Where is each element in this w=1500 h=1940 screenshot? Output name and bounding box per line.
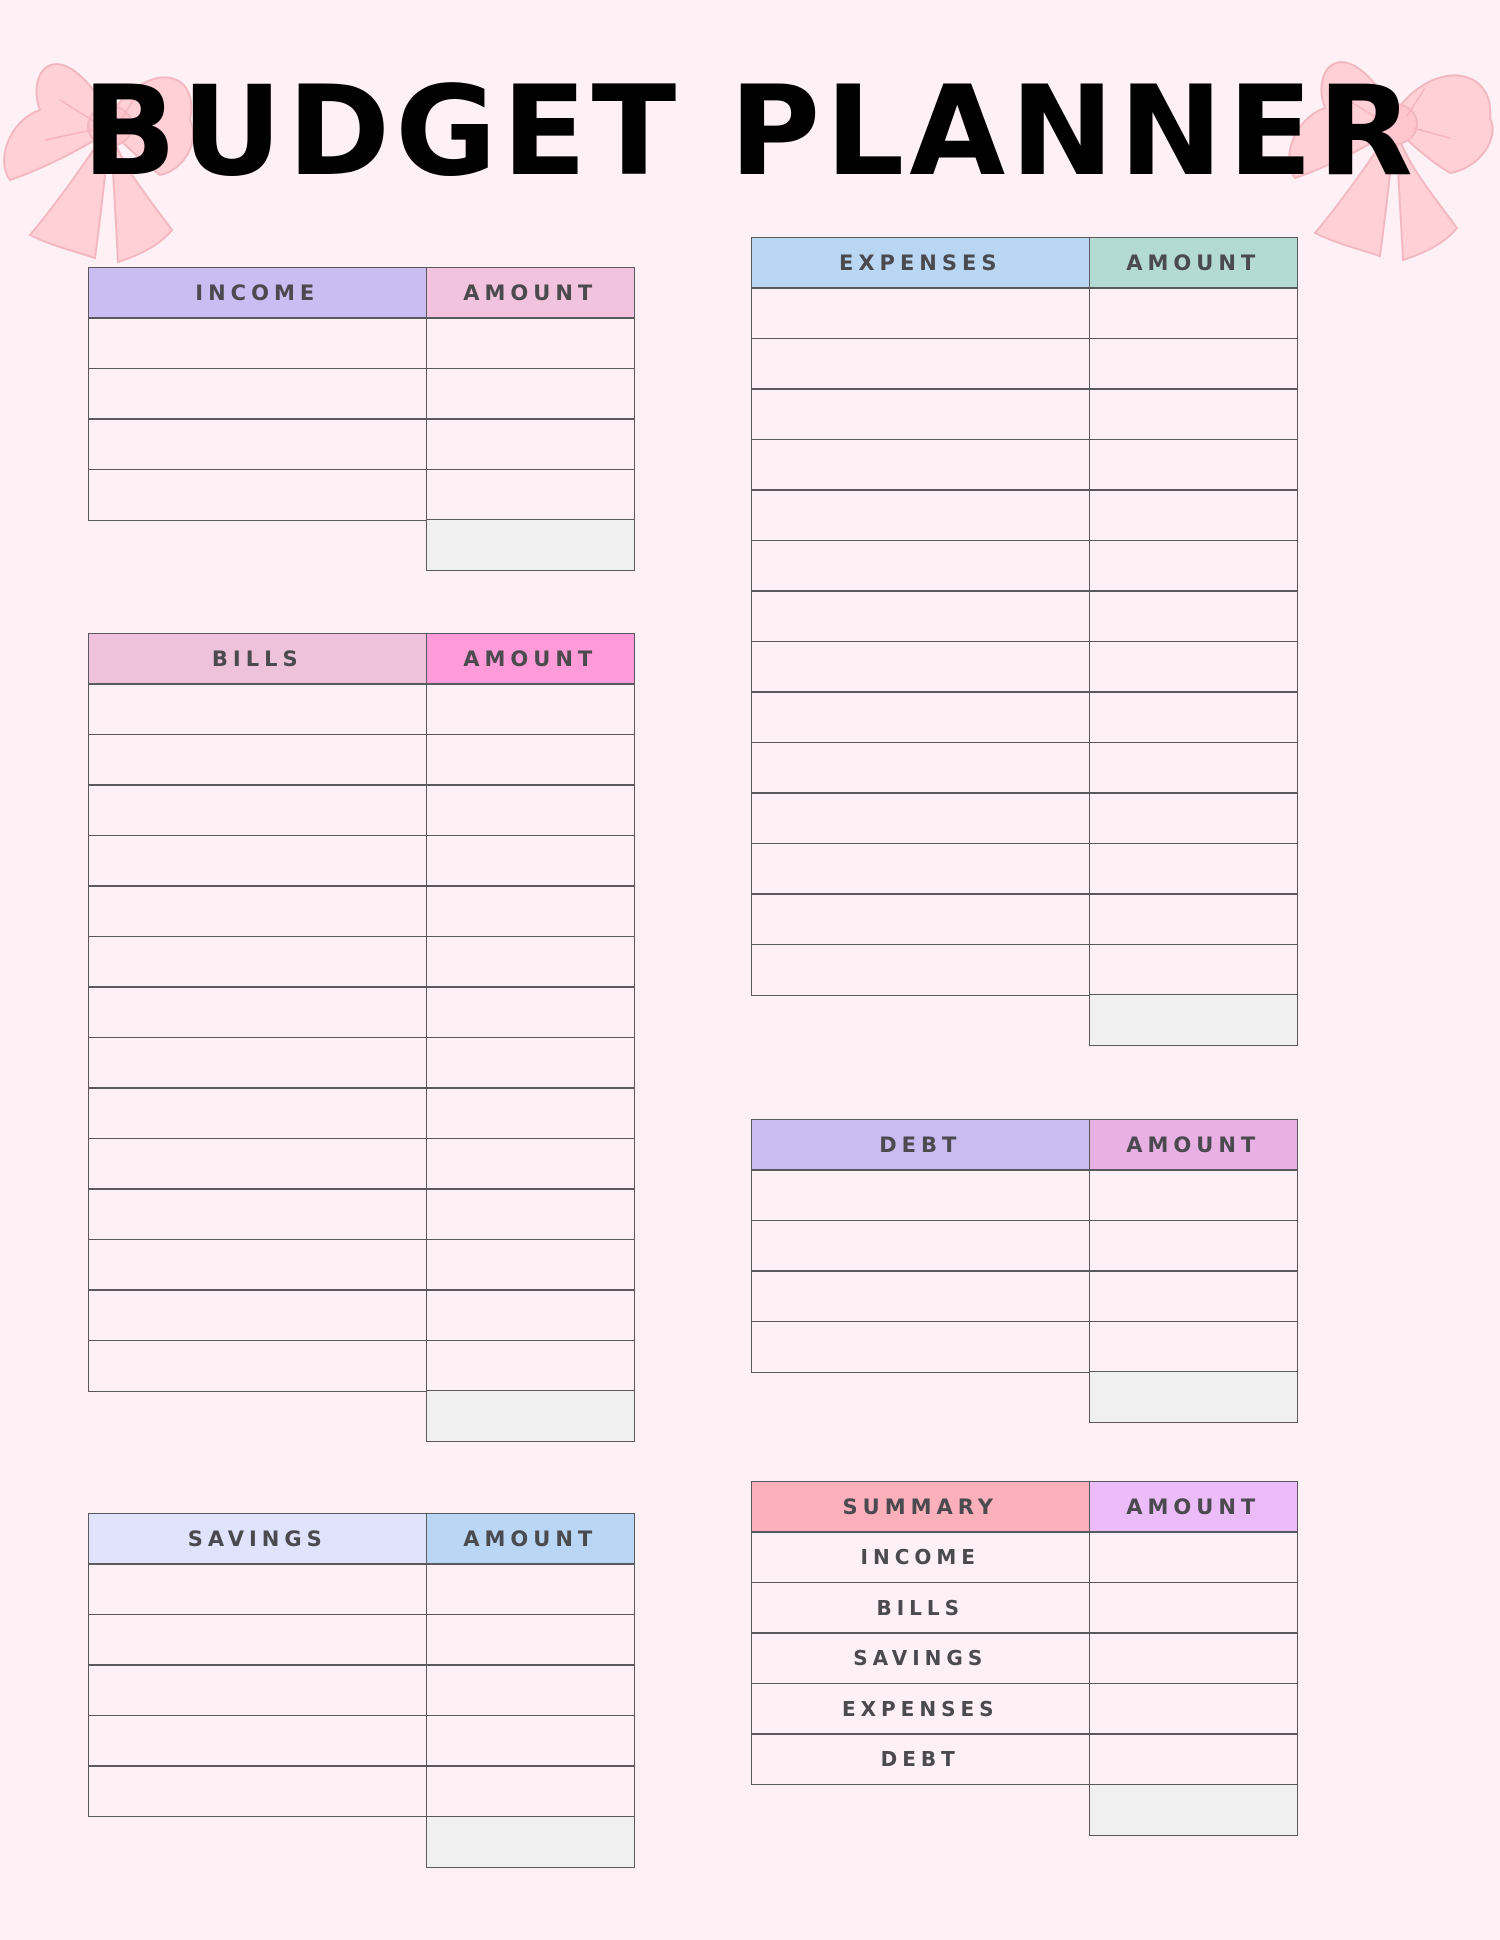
bills-amount-cell[interactable] (426, 1289, 636, 1341)
expenses-amount-cell[interactable] (1089, 388, 1299, 440)
expenses-item-cell[interactable] (751, 843, 1091, 895)
bills-item-cell[interactable] (88, 734, 428, 786)
expenses-amount-cell[interactable] (1089, 439, 1299, 491)
expenses-amount-cell[interactable] (1089, 590, 1299, 642)
expenses-amount-cell[interactable] (1089, 489, 1299, 541)
income-amount-cell[interactable] (426, 368, 636, 420)
expenses-item-cell[interactable] (751, 540, 1091, 592)
bills-item-cell[interactable] (88, 986, 428, 1038)
debt-amount-header: AMOUNT (1089, 1119, 1299, 1171)
savings-amount-cell[interactable] (426, 1765, 636, 1817)
expenses-amount-cell[interactable] (1089, 338, 1299, 390)
savings-amount-cell[interactable] (426, 1715, 636, 1767)
expenses-item-cell[interactable] (751, 944, 1091, 996)
income-header: INCOME (88, 267, 428, 319)
summary-amount-cell[interactable] (1089, 1632, 1299, 1684)
bills-amount-cell[interactable] (426, 986, 636, 1038)
income-item-cell[interactable] (88, 368, 428, 420)
savings-amount-cell[interactable] (426, 1664, 636, 1716)
savings-item-cell[interactable] (88, 1715, 428, 1767)
expenses-table (752, 238, 1298, 1046)
expenses-item-cell[interactable] (751, 641, 1091, 693)
debt-amount-cell[interactable] (1089, 1169, 1299, 1221)
bills-item-cell[interactable] (88, 1239, 428, 1291)
bills-header: BILLS (88, 633, 428, 685)
savings-total-cell[interactable] (426, 1816, 636, 1868)
expenses-amount-header: AMOUNT (1089, 237, 1299, 289)
debt-item-cell[interactable] (751, 1321, 1091, 1373)
income-amount-cell[interactable] (426, 317, 636, 369)
debt-amount-cell[interactable] (1089, 1220, 1299, 1272)
expenses-item-cell[interactable] (751, 742, 1091, 794)
bills-total-cell[interactable] (426, 1390, 636, 1442)
debt-total-cell[interactable] (1089, 1371, 1299, 1423)
summary-label-income: INCOME (751, 1531, 1091, 1583)
savings-amount-header: AMOUNT (426, 1513, 636, 1565)
savings-total-spacer (88, 1816, 428, 1868)
bills-amount-cell[interactable] (426, 1188, 636, 1240)
bills-item-cell[interactable] (88, 1340, 428, 1392)
summary-label-debt: DEBT (751, 1733, 1091, 1785)
debt-amount-cell[interactable] (1089, 1270, 1299, 1322)
expenses-amount-cell[interactable] (1089, 893, 1299, 945)
bills-amount-cell[interactable] (426, 784, 636, 836)
bills-item-cell[interactable] (88, 1138, 428, 1190)
bills-item-cell[interactable] (88, 1188, 428, 1240)
debt-item-cell[interactable] (751, 1169, 1091, 1221)
debt-total-spacer (751, 1371, 1091, 1423)
expenses-item-cell[interactable] (751, 338, 1091, 390)
bills-amount-cell[interactable] (426, 683, 636, 735)
summary-amount-header: AMOUNT (1089, 1481, 1299, 1533)
expenses-item-cell[interactable] (751, 287, 1091, 339)
page-title: BUDGET PLANNER (82, 60, 1418, 204)
summary-header: SUMMARY (751, 1481, 1091, 1533)
income-total-cell[interactable] (426, 519, 636, 571)
bills-amount-cell[interactable] (426, 1138, 636, 1190)
expenses-item-cell[interactable] (751, 439, 1091, 491)
bills-item-cell[interactable] (88, 936, 428, 988)
debt-item-cell[interactable] (751, 1220, 1091, 1272)
bills-item-cell[interactable] (88, 835, 428, 887)
debt-header: DEBT (751, 1119, 1091, 1171)
summary-label-bills: BILLS (751, 1582, 1091, 1634)
savings-header: SAVINGS (88, 1513, 428, 1565)
summary-total-spacer (751, 1784, 1091, 1836)
bills-item-cell[interactable] (88, 784, 428, 836)
income-item-cell[interactable] (88, 418, 428, 470)
income-total-spacer (88, 519, 428, 571)
expenses-amount-cell[interactable] (1089, 540, 1299, 592)
summary-amount-cell[interactable] (1089, 1733, 1299, 1785)
expenses-item-cell[interactable] (751, 792, 1091, 844)
income-item-cell[interactable] (88, 469, 428, 521)
income-amount-cell[interactable] (426, 418, 636, 470)
expenses-total-spacer (751, 994, 1091, 1046)
debt-table (752, 1120, 1298, 1423)
bills-amount-cell[interactable] (426, 936, 636, 988)
summary-amount-cell[interactable] (1089, 1683, 1299, 1735)
debt-item-cell[interactable] (751, 1270, 1091, 1322)
savings-table (89, 1514, 635, 1868)
summary-total-cell[interactable] (1089, 1784, 1299, 1836)
bills-item-cell[interactable] (88, 1087, 428, 1139)
bills-amount-cell[interactable] (426, 885, 636, 937)
bills-item-cell[interactable] (88, 1289, 428, 1341)
expenses-item-cell[interactable] (751, 691, 1091, 743)
expenses-item-cell[interactable] (751, 590, 1091, 642)
debt-amount-cell[interactable] (1089, 1321, 1299, 1373)
bills-item-cell[interactable] (88, 885, 428, 937)
savings-item-cell[interactable] (88, 1664, 428, 1716)
expenses-header: EXPENSES (751, 237, 1091, 289)
expenses-amount-cell[interactable] (1089, 944, 1299, 996)
expenses-amount-cell[interactable] (1089, 792, 1299, 844)
expenses-amount-cell[interactable] (1089, 287, 1299, 339)
expenses-item-cell[interactable] (751, 893, 1091, 945)
summary-label-expenses: EXPENSES (751, 1683, 1091, 1735)
bills-amount-cell[interactable] (426, 734, 636, 786)
bills-amount-cell[interactable] (426, 1239, 636, 1291)
bills-amount-header: AMOUNT (426, 633, 636, 685)
savings-amount-cell[interactable] (426, 1614, 636, 1666)
expenses-amount-cell[interactable] (1089, 843, 1299, 895)
expenses-item-cell[interactable] (751, 489, 1091, 541)
income-amount-header: AMOUNT (426, 267, 636, 319)
savings-item-cell[interactable] (88, 1563, 428, 1615)
expenses-amount-cell[interactable] (1089, 742, 1299, 794)
bills-amount-cell[interactable] (426, 835, 636, 887)
bills-item-cell[interactable] (88, 1037, 428, 1089)
expenses-amount-cell[interactable] (1089, 691, 1299, 743)
income-item-cell[interactable] (88, 317, 428, 369)
bills-amount-cell[interactable] (426, 1340, 636, 1392)
income-table (89, 268, 635, 571)
summary-amount-cell[interactable] (1089, 1531, 1299, 1583)
bills-table (89, 634, 635, 1442)
expenses-amount-cell[interactable] (1089, 641, 1299, 693)
savings-item-cell[interactable] (88, 1765, 428, 1817)
bills-item-cell[interactable] (88, 683, 428, 735)
expenses-total-cell[interactable] (1089, 994, 1299, 1046)
expenses-item-cell[interactable] (751, 388, 1091, 440)
savings-amount-cell[interactable] (426, 1563, 636, 1615)
bills-amount-cell[interactable] (426, 1037, 636, 1089)
summary-amount-cell[interactable] (1089, 1582, 1299, 1634)
savings-item-cell[interactable] (88, 1614, 428, 1666)
summary-label-savings: SAVINGS (751, 1632, 1091, 1684)
bills-total-spacer (88, 1390, 428, 1442)
income-amount-cell[interactable] (426, 469, 636, 521)
summary-table (752, 1482, 1298, 1836)
bills-amount-cell[interactable] (426, 1087, 636, 1139)
